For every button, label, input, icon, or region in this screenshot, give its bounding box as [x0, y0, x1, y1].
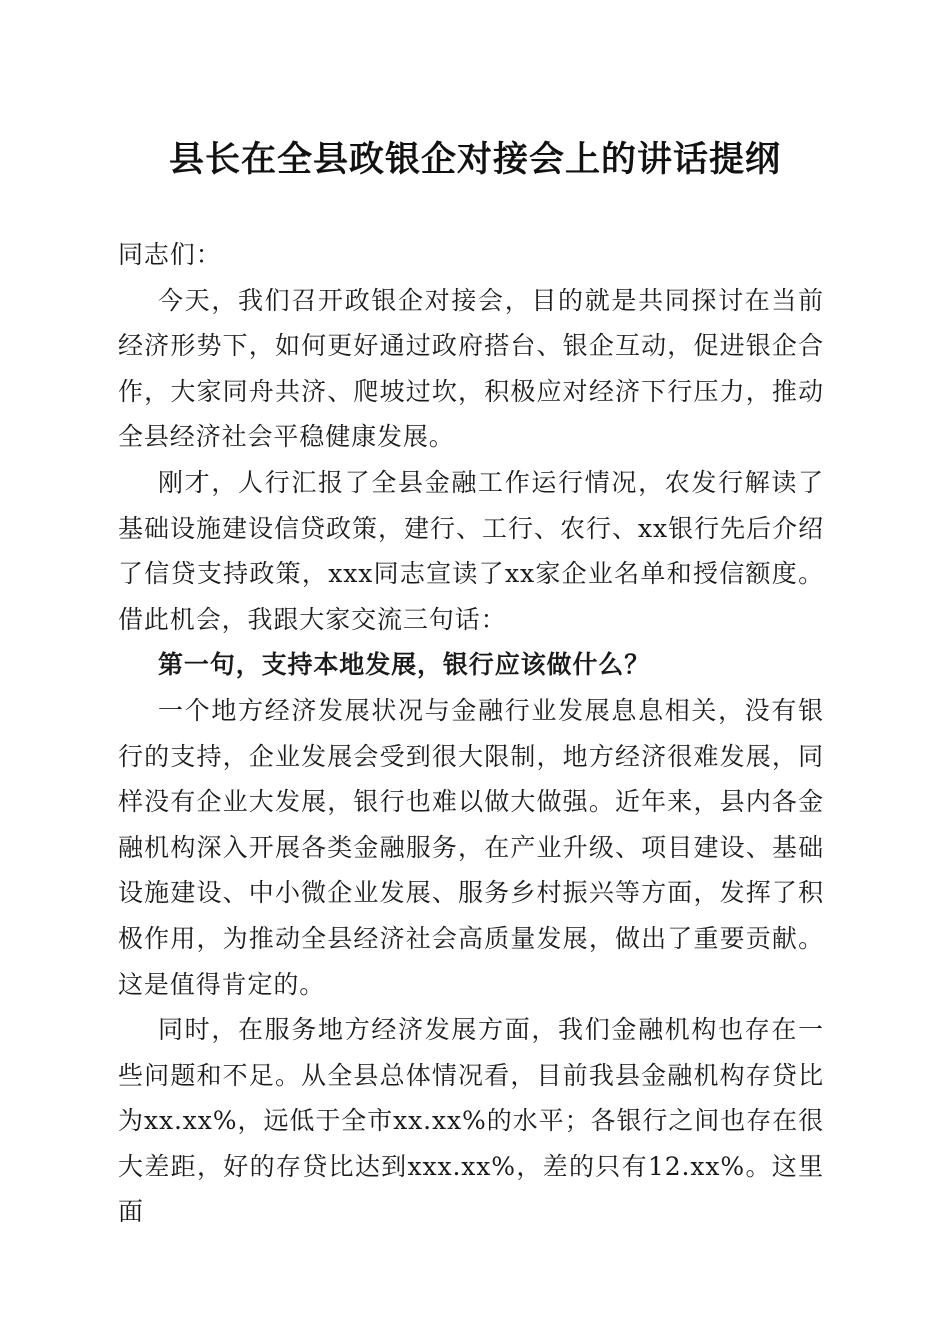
paragraph-problems: 同时，在服务地方经济发展方面，我们金融机构也存在一些问题和不足。从全县总体情况看，目前我县金融机构存贷比为xx.xx%，远低于全市xx.xx%的水平；各银行之间也存在很大差距，好的存贷比达到xxx.xx%，差的只有12.xx%。这里面 [118, 1015, 824, 1227]
salutation: 同志们： [118, 240, 222, 269]
paragraph-reports: 刚才，人行汇报了全县金融工作运行情况，农发行解读了基础设施建设信贷政策，建行、工行、农行、xx银行先后介绍了信贷支持政策，xxx同志宣读了xx家企业名单和授信额度。借此机会，我跟大家交流三句话： [118, 467, 824, 634]
paragraph-opening: 今天，我们召开政银企对接会，目的就是共同探讨在当前经济形势下，如何更好通过政府搭台、银企互动，促进银企合作，大家同舟共济、爬坡过坎，积极应对经济下行压力，推动全县经济社会平稳健康发展。 [118, 285, 824, 452]
document-title: 县长在全县政银企对接会上的讲话提纲 [168, 139, 781, 180]
paragraph-finance-role: 一个地方经济发展状况与金融行业发展息息相关，没有银行的支持，企业发展会受到很大限制，地方经济很难发展，同样没有企业大发展，银行也难以做大做强。近年来，县内各金融机构深入开展各类金融服务，在产业升级、项目建设、基础设施建设、中小微企业发展、服务乡村振兴等方面，发挥了积极作用，为推动全县经济社会高质量发展，做出了重要贡献。这是值得肯定的。 [118, 695, 824, 999]
section-heading-first: 第一句，支持本地发展，银行应该做什么？ [158, 650, 651, 680]
document-body [118, 232, 824, 1235]
